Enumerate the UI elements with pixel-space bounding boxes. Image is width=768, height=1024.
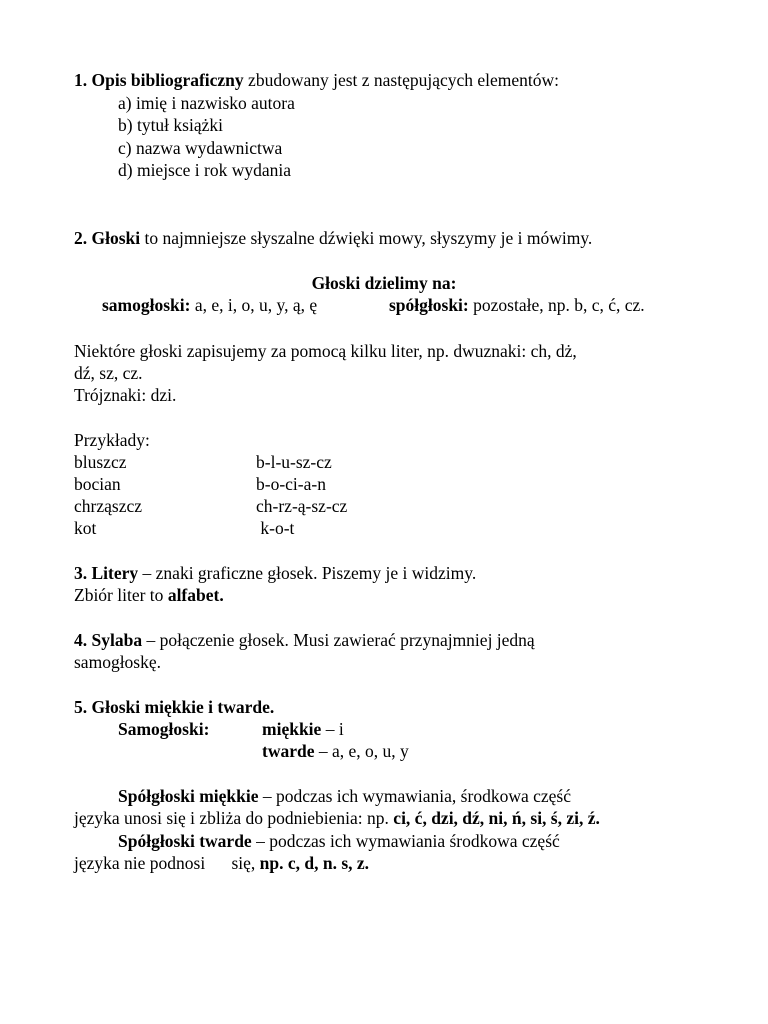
soft-consonants-line-1: Spółgłoski miękkie – podczas ich wymawiania, środkowa część [118, 786, 571, 806]
section-2-text: to najmniejsze słyszalne dźwięki mowy, słyszymy je i mówimy. [140, 228, 593, 248]
section-4-term: Sylaba [91, 630, 143, 650]
section-3-number: 3. [74, 563, 88, 583]
examples-label: Przykłady: [74, 430, 150, 450]
digraphs-line-1: Niektóre głoski zapisujemy za pomocą kilku liter, np. dwuznaki: ch, dż, [74, 341, 577, 361]
section-2-number: 2. [74, 228, 88, 248]
soft-consonants-line-2: języka unosi się i zbliża do podniebienia: np. ci, ć, dzi, dź, ni, ń, si, ś, zi, ź. [74, 808, 600, 828]
hard-consonants-line-2: języka nie podnosi się, np. c, d, n. s, z. [74, 853, 370, 873]
section-5-title: 5. Głoski miękkie i twarde. [74, 697, 275, 717]
list-item: a) imię i nazwisko autora [118, 93, 295, 113]
hard-consonants-examples: np. c, d, n. s, z. [259, 853, 370, 873]
section-2-term: Głoski [91, 228, 141, 248]
digraphs-line-2: dź, sz, cz. [74, 363, 143, 383]
section-1-term: Opis bibliograficzny [91, 70, 244, 90]
vowels-list: a, e, i, o, u, y, ą, ę [190, 295, 318, 315]
example-split: b-o-ci-a-n [256, 474, 326, 494]
section-3-text: – znaki graficzne głosek. Piszemy je i widzimy. [138, 563, 477, 583]
example-word: bluszcz [74, 452, 127, 472]
vowels-soft-hard-label: Samogłoski: [118, 719, 210, 739]
section-4-title [74, 629, 535, 651]
vowels-label: samogłoski: [102, 295, 191, 315]
division-heading: Głoski dzielimy na: [311, 273, 457, 293]
section-4-text-line-2: samogłoskę. [74, 652, 162, 672]
vowels-line [102, 294, 317, 316]
trigraphs-line: Trójznaki: dzi. [74, 385, 177, 405]
consonants-label: spółgłoski: [389, 295, 469, 315]
soft-consonants-examples: ci, ć, dzi, dź, ni, ń, si, ś, zi, ź. [393, 808, 600, 828]
hard-label: twarde [262, 741, 315, 761]
hard-consonants-label: Spółgłoski twarde [118, 831, 252, 851]
alphabet-line: Zbiór liter to alfabet. [74, 585, 224, 605]
example-word: chrząszcz [74, 496, 142, 516]
consonants-text: pozostałe, np. b, c, ć, cz. [468, 295, 645, 315]
section-4-number: 4. [74, 630, 88, 650]
hard-consonants-line-1: Spółgłoski twarde – podczas ich wymawiania środkowa część [118, 831, 560, 851]
alphabet-term: alfabet. [167, 585, 224, 605]
soft-label: miękkie [262, 719, 322, 739]
consonants-line [389, 294, 645, 316]
section-1-text: zbudowany jest z następujących elementów: [243, 70, 560, 90]
list-item: c) nazwa wydawnictwa [118, 138, 283, 158]
section-3-title [74, 562, 476, 584]
list-item: d) miejsce i rok wydania [118, 160, 292, 180]
section-3-term: Litery [91, 563, 139, 583]
example-split: b-l-u-sz-cz [256, 452, 332, 472]
section-4-text: – połączenie głosek. Musi zawierać przynajmniej jedną [142, 630, 535, 650]
example-split: k-o-t [256, 518, 295, 538]
section-1-number: 1. [74, 70, 88, 90]
section-2-title [74, 227, 592, 249]
list-item: b) tytuł książki [118, 115, 223, 135]
example-split: ch-rz-ą-sz-cz [256, 496, 348, 516]
example-word: bocian [74, 474, 121, 494]
section-1-title [74, 69, 559, 91]
soft-consonants-label: Spółgłoski miękkie [118, 786, 259, 806]
example-word: kot [74, 518, 97, 538]
hard-vowels-line: twarde – a, e, o, u, y [262, 741, 409, 761]
soft-vowels-line: miękkie – i [262, 719, 344, 739]
